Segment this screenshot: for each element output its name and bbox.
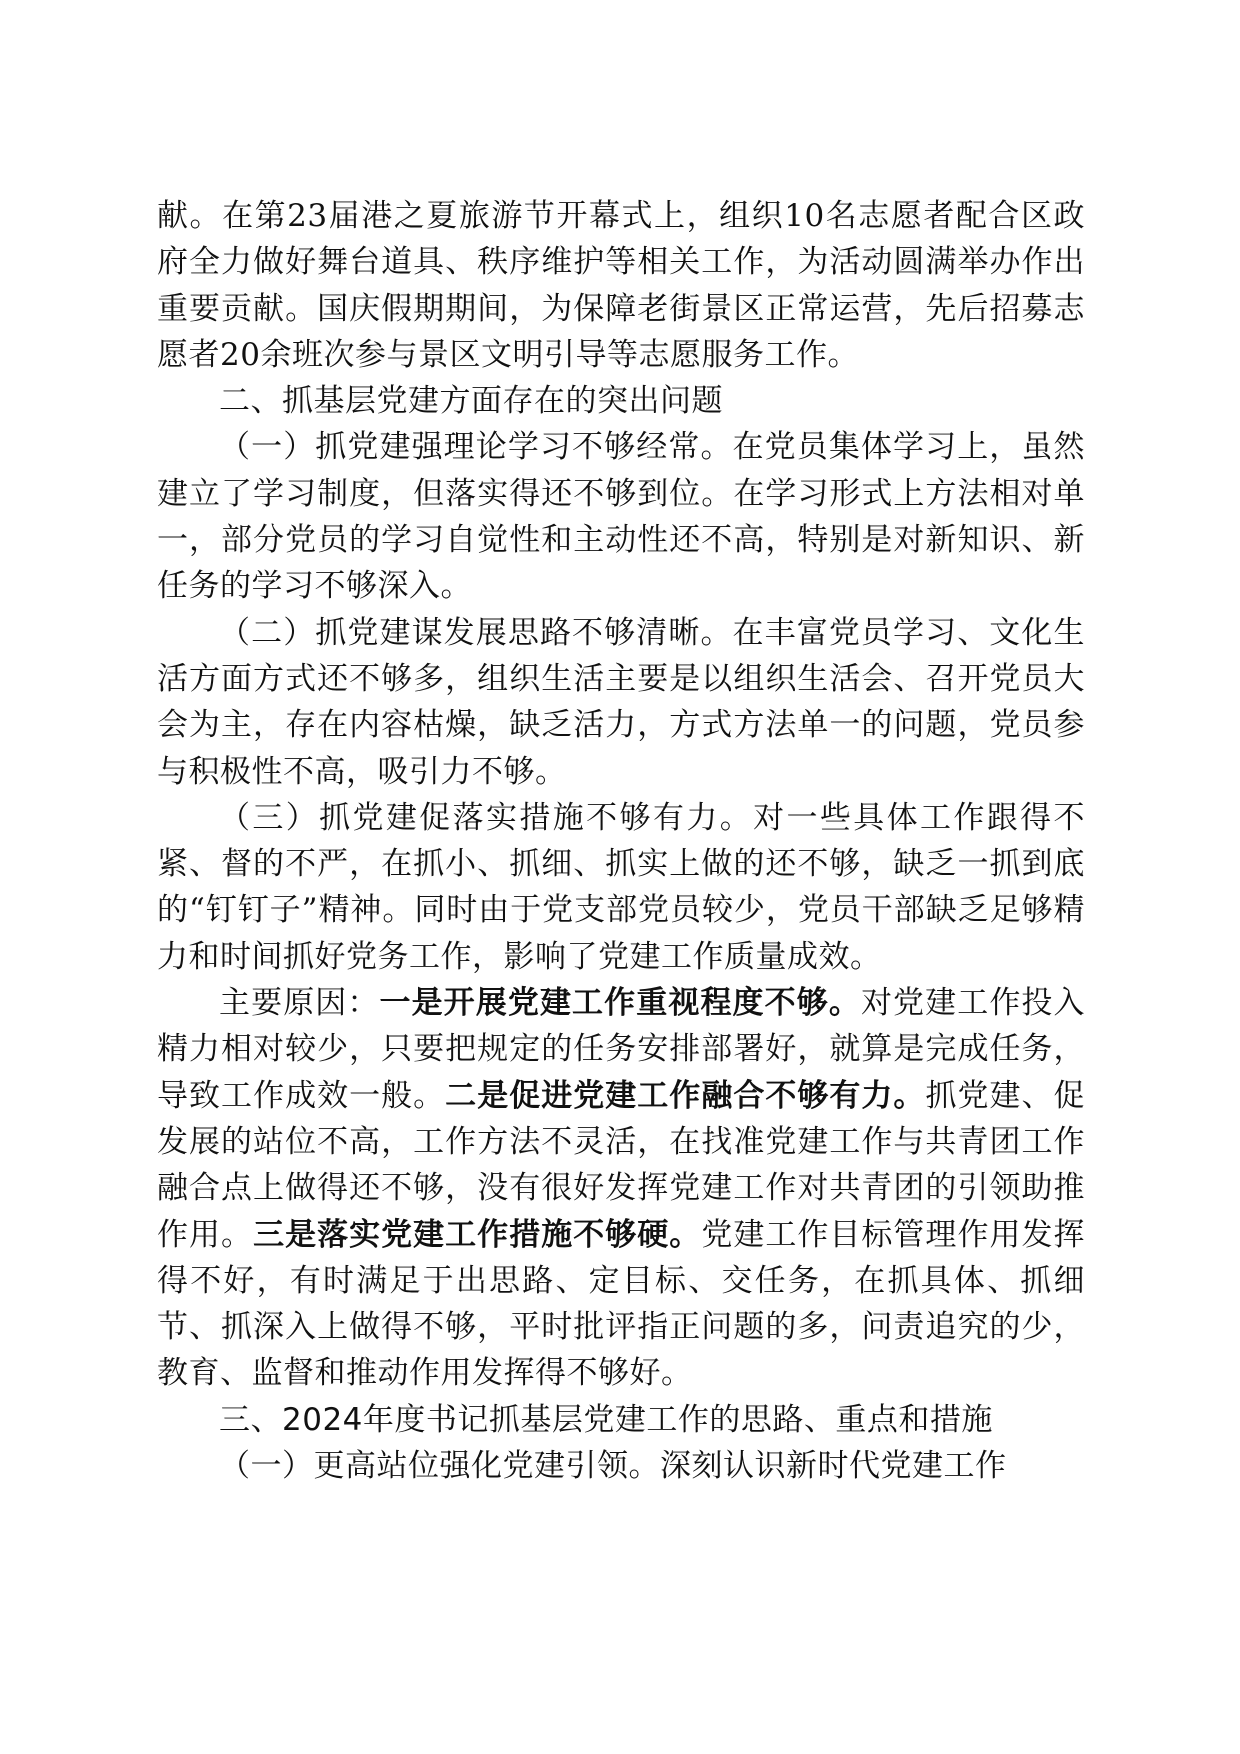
reason-3-text: 党建工作目标管理作用发挥得不好，有时满足于出思路、定目标、交任务，在抓具体、抓细节、抓深入上做得不够，平时批评指正问题的多，问责追究的少，教育、监督和推动作用发挥得不够好。 [157,1216,1086,1392]
reason-3-title: 三是落实党建工作措施不够硬。 [253,1216,702,1253]
section-heading-3: 三、2024年度书记抓基层党建工作的思路、重点和措施 [219,1401,993,1438]
reason-1-text: 对党建工作投入精力相对较少，只要把规定的任务安排部署好，就算是完成任务，导致工作成效一般。 [157,985,1086,1114]
section-heading-2: 二、抓基层党建方面存在的突出问题 [219,383,723,420]
paragraph-measure-1: （一）更高站位强化党建引领。深刻认识新时代党建工作 [219,1448,1007,1485]
reason-2-title: 二是促进党建工作融合不够有力。 [445,1077,926,1114]
paragraph-main-reasons [157,980,1085,1397]
paragraph-problem-1: （一）抓党建强理论学习不够经常。在党员集体学习上，虽然建立了学习制度，但落实得还不够到位。在学习形式上方法相对单一，部分党员的学习自觉性和主动性还不高，特别是对新知识、新任务的学习不够深入。 [157,429,1085,605]
paragraph-problem-2: （二）抓党建谋发展思路不够清晰。在丰富党员学习、文化生活方面方式还不够多，组织生活主要是以组织生活会、召开党员大会为主，存在内容枯燥，缺乏活力，方式方法单一的问题，党员参与积极性不高，吸引力不够。 [157,614,1085,790]
paragraph-continuation: 献。在第23届港之夏旅游节开幕式上，组织10名志愿者配合区政府全力做好舞台道具、秩序维护等相关工作，为活动圆满举办作出重要贡献。国庆假期期间，为保障老街景区正常运营，先后招募志愿者20余班次参与景区文明引导等志愿服务工作。 [157,198,1085,373]
paragraph-problem-3: （三）抓党建促落实措施不够有力。对一些具体工作跟得不紧、督的不严，在抓小、抓细、抓实上做的还不够，缺乏一抓到底的“钉钉子”精神。同时由于党支部党员较少，党员干部缺乏足够精力和时间抓好党务工作，影响了党建工作质量成效。 [157,799,1085,975]
reasons-lead: 主要原因： [219,985,380,1022]
document-body [157,193,1085,1489]
reason-1-title: 一是开展党建工作重视程度不够。 [379,985,861,1022]
reason-2-text: 抓党建、促发展的站位不高，工作方法不灵活，在找准党建工作与共青团工作融合点上做得还不够，没有很好发挥党建工作对共青团的引领助推作用。 [157,1077,1086,1253]
